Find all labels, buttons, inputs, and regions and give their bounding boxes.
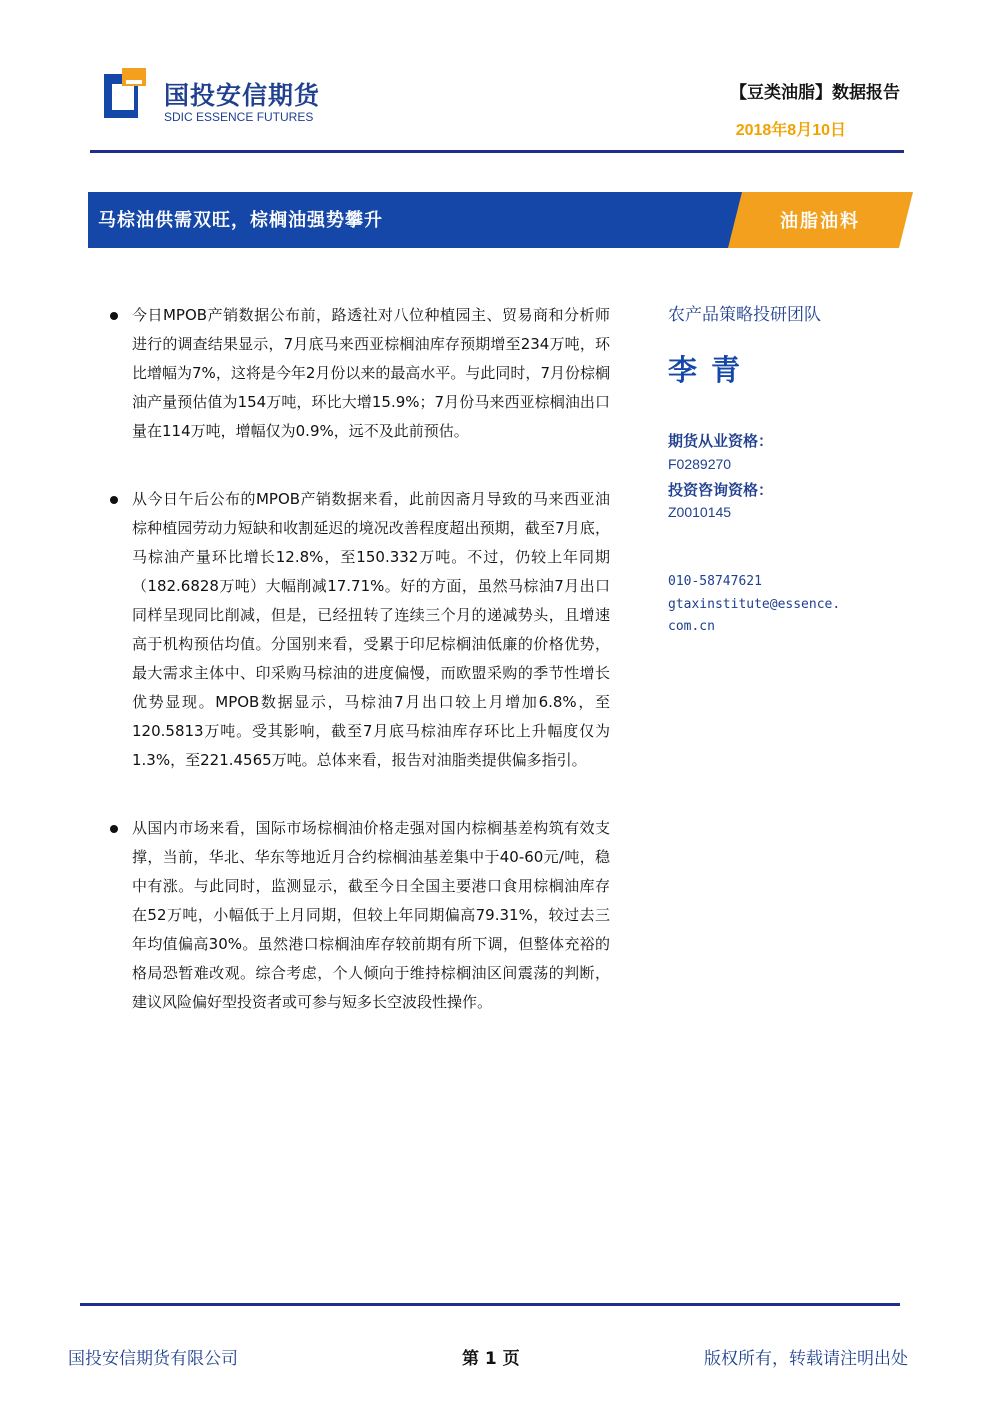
report-title: 马棕油供需双旺，棕榈油强势攀升	[98, 210, 383, 231]
page-number: 第 1 页	[462, 1349, 520, 1369]
paragraph-text: 今日MPOB产销数据公布前，路透社对八位种植园主、贸易商和分析师进行的调查结果显示，7月底马来西亚棕榈油库存预期增至234万吨，环比增幅为7%，这将是今年2月份以来的最高水平。与此同时，7月份棕榈油产量预估值为154万吨，环比大增15.9%；7月份马来西亚棕榈油出口量在114万吨，增幅仅为0.9%，远不及此前预估。	[132, 306, 610, 440]
header-divider	[90, 150, 904, 153]
futures-qualification-id: F0289270	[668, 456, 732, 472]
phone-number: 010-58747621	[668, 574, 762, 589]
email-line-2[interactable]: com.cn	[668, 619, 715, 634]
logo-icon	[96, 66, 156, 126]
invest-qualification-id: Z0010145	[668, 504, 732, 520]
bullet-icon	[110, 825, 118, 833]
report-body	[110, 301, 610, 1056]
footer-company: 国投安信期货有限公司	[68, 1349, 238, 1369]
bullet-paragraph	[110, 814, 610, 1017]
analyst-name: 李青	[668, 353, 755, 387]
category-tag: 油脂油料	[780, 211, 860, 232]
footer-copyright: 版权所有，转载请注明出处	[704, 1349, 908, 1369]
logo-cn-text: 国投安信期货	[164, 81, 321, 110]
report-date: 2018年8月10日	[735, 122, 846, 139]
paragraph-text: 从今日午后公布的MPOB产销数据来看，此前因斋月导致的马来西亚油棕种植园劳动力短缺和收割延迟的境况改善程度超出预期，截至7月底，马棕油产量环比增长12.8%，至150.332万吨。不过，仍较上年同期（182.6828万吨）大幅削减17.71%。好的方面，虽然马棕油7月出口同样呈现同比削减，但是，已经扭转了连续三个月的递减势头，且增速高于机构预估均值。分国别来看，受累于印尼棕榈油低廉的价格优势，最大需求主体中、印采购马棕油的进度偏慢，而欧盟采购的季节性增长优势显现。MPOB数据显示，马棕油7月出口较上月增加6.8%，至120.5813万吨。受其影响，截至7月底马棕油库存环比上升幅度仅为1.3%，至221.4565万吨。总体来看，报告对油脂类提供偏多指引。	[132, 490, 610, 769]
futures-qualification-label: 期货从业资格：	[668, 432, 774, 450]
footer-divider	[80, 1303, 900, 1306]
bullet-icon	[110, 312, 118, 320]
email-line-1[interactable]: gtaxinstitute@essence.	[668, 597, 841, 612]
bullet-paragraph	[110, 485, 610, 775]
logo-en-text: SDIC ESSENCE FUTURES	[164, 110, 314, 124]
company-logo	[96, 66, 326, 130]
report-type: 【豆类油脂】数据报告	[730, 83, 900, 103]
team-name: 农产品策略投研团队	[668, 305, 821, 325]
title-banner	[88, 192, 913, 248]
bullet-paragraph	[110, 301, 610, 446]
banner-title-bar	[88, 192, 743, 248]
invest-qualification-label: 投资咨询资格：	[668, 481, 774, 499]
paragraph-text: 从国内市场来看，国际市场棕榈油价格走强对国内棕榈基差构筑有效支撑，当前，华北、华东等地近月合约棕榈油基差集中于40-60元/吨，稳中有涨。与此同时，监测显示，截至今日全国主要港口食用棕榈油库存在52万吨，小幅低于上月同期，但较上年同期偏高79.31%，较过去三年均值偏高30%。虽然港口棕榈油库存较前期有所下调，但整体充裕的格局恐暂难改观。综合考虑，个人倾向于维持棕榈油区间震荡的判断，建议风险偏好型投资者或可参与短多长空波段性操作。	[132, 819, 610, 1011]
bullet-icon	[110, 496, 118, 504]
